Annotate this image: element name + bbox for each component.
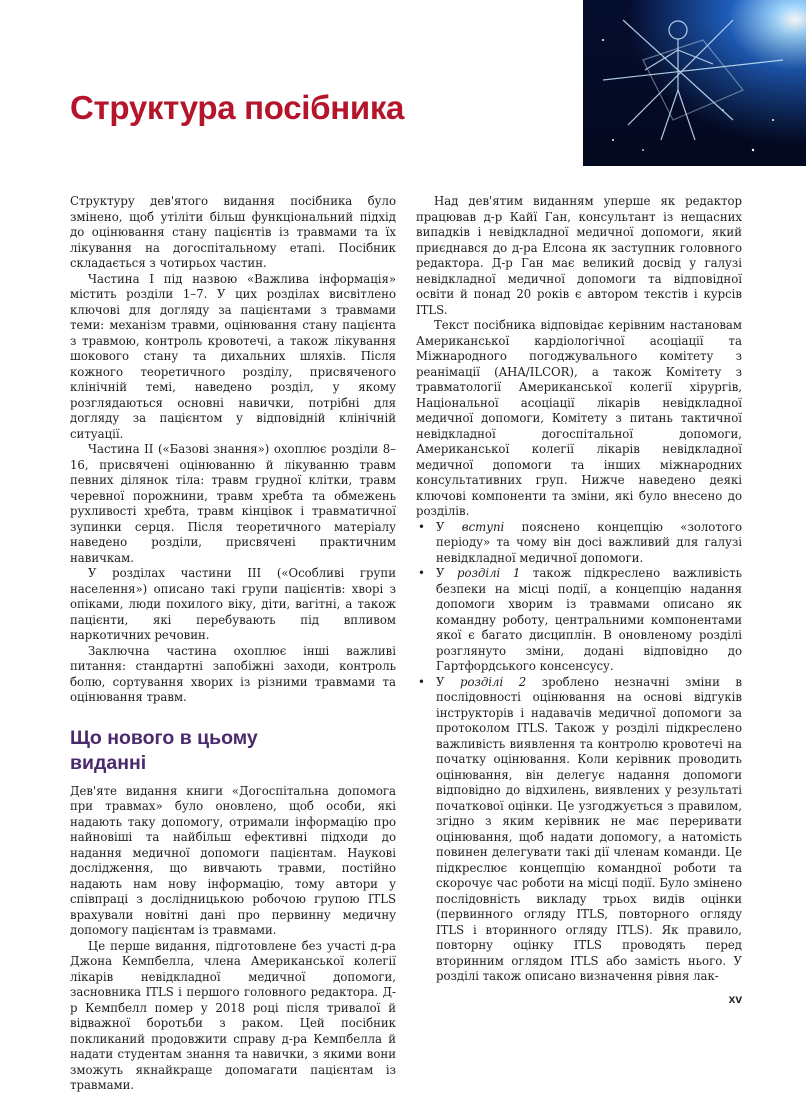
emphasis: розділі 2 [460, 674, 527, 689]
page-number: xv [728, 992, 742, 1006]
whats-new-heading: Що нового в цьому виданні [70, 726, 258, 774]
list-item: • У розділі 2 зроблено незначні зміни в послідовності оцінювання на основі відгуків інструкторів і надавачів медичної допомоги за протоколом ITLS. Також у розділі підкреслено важливість виявлення та контролю кровотечі на початку оцінювання. Коли керівник проводить оцінювання, він делегує надання допомоги відповідно до відхилень, виявлених у результаті початкової оцінки. Це узгоджується з правилом, згідно з яким керівник не має переривати оцінювання, щоб надати допомогу, а натомість повинен делегувати такі дії членам команди. Це підкреслює концепцію командної роботи та скорочує час роботи на місці події. Було змінено послідовність викладу трьох видів оцінки (первинного огляду ITLS, повторного огляду ITLS і вторинного огляду ITLS). Як правило, повторну оцінку ITLS проводять перед вторинним оглядом ITLS або замість нього. У розділі також описано визначення рівня лак- [416, 675, 742, 985]
intro-paragraph-4: У розділах частини III («Особливі групи населення») описано такі групи пацієнтів: хворі з опіками, люди похилого віку, діти, вагітні, а також пацієнти, які перебувають під впливом наркотичних речовин. [70, 566, 396, 642]
changes-list [416, 520, 742, 985]
left-column [70, 194, 396, 1094]
page-title: Структура посібника [70, 89, 405, 126]
list-item: • У вступі пояснено концепцію «золотого періоду» та чому він досі важливий для галузі невідкладної медичної допомоги. [416, 520, 742, 567]
intro-paragraph-2: Частина I під назвою «Важлива інформація» містить розділи 1–7. У цих розділах висвітлено ключові для догляду за пацієнтами з травмами теми: механізм травми, оцінювання стану пацієнта з травмою, контроль кровотечі, а також лікування шокового стану та дихальних шляхів. Після кожного теоретичного розділу, присвяченого клінічній темі, наведено розділ, у якому розглядаються основні навички, потрібні для догляду за пацієнтом у відповідній клінічній ситуації. [70, 271, 396, 441]
list-item: • У розділі 1 також підкреслено важливість безпеки на місці події, а концепцію надання допомоги хворим із травмами описано як командну роботу, центральними компонентами якої є багато дисциплін. В оновленому розділі розглянуто зміни, додані відповідно до Гартфордського консенсусу. [416, 566, 742, 675]
intro-paragraph-3: Частина II («Базові знання») охоплює розділи 8–16, присвячені оцінюванню й лікуванню травм певних ділянок тіла: травм грудної клітки, травм черевної порожнини, травм хребта та обмежень рухливості хребта, травм кінцівок і травматичної зупинки серця. Після теоретичного матеріалу наведено розділи, присвячені практичним навичкам. [70, 442, 396, 565]
right-column [416, 194, 742, 985]
emphasis: вступі [461, 519, 505, 534]
cover-illustration [583, 0, 806, 166]
whats-new-paragraph-3: Над дев'ятим виданням уперше як редактор працював д-р Кайї Ган, консультант із нещасних випадків і невідкладної медичної допомоги, який приєднався до д-ра Елсона як заступник головного редактора. Д-р Ган має великий досвід у галузі невідкладної медичної допомоги та відповідної освіти й понад 20 років є автором текстів і курсів ITLS. [416, 194, 742, 317]
whats-new-paragraph-1: Дев'яте видання книги «Догоспітальна допомога при травмах» було оновлено, щоб особи, які надають таку допомогу, отримали інформацію про найновіші та найбільш ефективні підходи до надання медичної допомоги пацієнтам. Наукові дослідження, що вивчають травми, постійно надають нам нову інформацію, тому автори у співпраці з дослідницькою робочою групою ITLS врахували новітні дані про первинну медичну допомогу пацієнтам із травмами. [70, 783, 396, 937]
whats-new-paragraph-2: Це перше видання, підготовлене без участі д-ра Джона Кемпбелла, члена Американської колегії лікарів невідкладної медичної допомоги, засновника ITLS і першого головного редактора. Д-р Кемпбелл помер у 2018 році після тривалої й відважної боротьби з раком. Цей посібник покликаний продовжити справу д-ра Кемпбелла й надати студентам знання та навички, з якими вони зможуть якнайкраще допомагати пацієнтам із травмами. [70, 938, 396, 1092]
intro-paragraph-5: Заключна частина охоплює інші важливі питання: стандартні запобіжні заходи, контроль болю, сортування хворих із різними травмами та оцінювання травм. [70, 643, 396, 704]
intro-paragraph-1: Структуру дев'ятого видання посібника було змінено, щоб утіліти більш функціональний підхід до оцінювання стану пацієнтів із травмами та їх лікування на догоспітальному етапі. Посібник складається з чотирьох частин. [70, 194, 396, 270]
whats-new-paragraph-4: Текст посібника відповідає керівним настановам Американської кардіологічної асоціації та Міжнародного погоджувального комітету з реанімації (AHA/ILCOR), а також Комітету з травматології Американської колегії хірургів, Національної асоціації лікарів невідкладної медичної допомоги, Комітету з питань тактичної невідкладної догоспітальної допомоги, Американської колегії лікарів невідкладної медичної допомоги та інших міжнародних консультативних груп. Нижче наведено деякі ключові компоненти та зміни, які було внесено до розділів. [416, 318, 742, 518]
emphasis: розділі 1 [457, 566, 521, 580]
